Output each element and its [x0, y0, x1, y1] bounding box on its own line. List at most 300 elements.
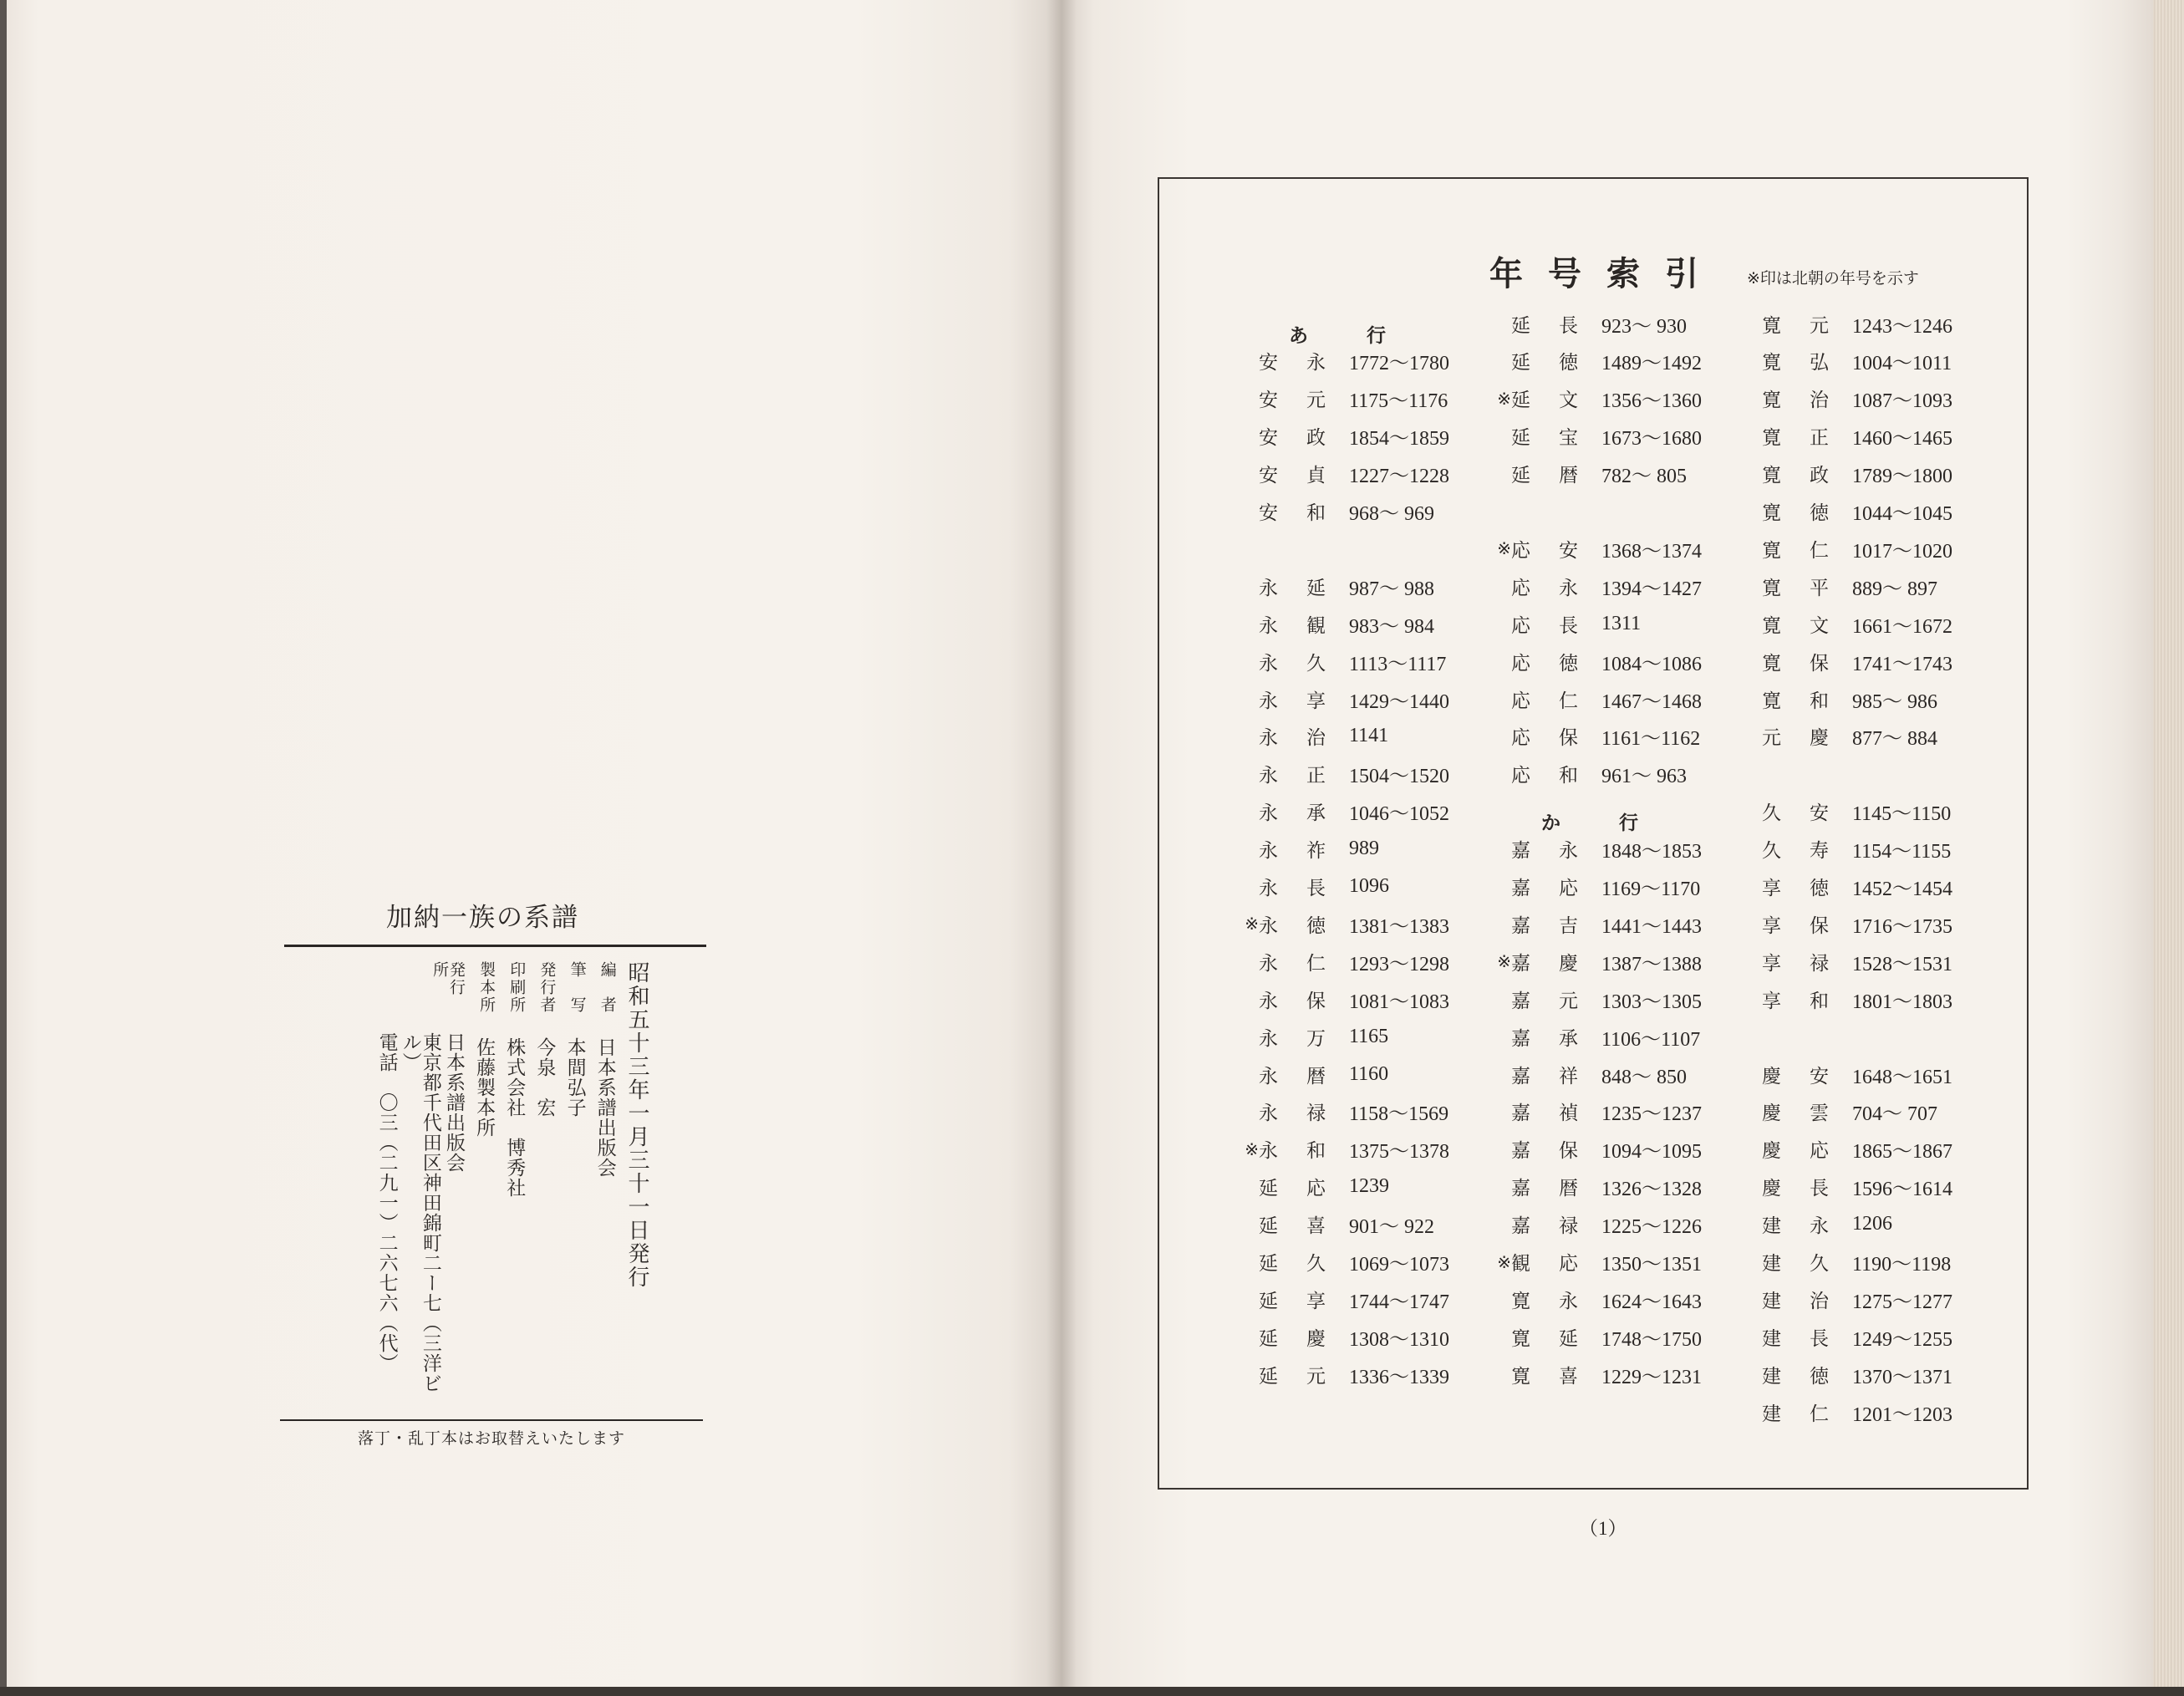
era-years: 1069～1073	[1349, 1254, 1449, 1276]
era-name-first-char: 永	[1259, 1027, 1278, 1050]
era-entry	[1237, 1018, 1388, 1055]
era-years: 1350～1351	[1601, 1254, 1702, 1276]
era-name	[1511, 1286, 1601, 1313]
era-entry	[1489, 305, 1687, 342]
era-name-second-char: 安	[1810, 802, 1829, 825]
era-name	[1511, 460, 1601, 487]
era-entry	[1489, 343, 1702, 379]
era-name-first-char: 嘉	[1511, 952, 1530, 975]
era-name-first-char: 寛	[1762, 690, 1781, 712]
era-name-second-char: 長	[1810, 1178, 1829, 1200]
era-name-first-char: 慶	[1762, 1140, 1781, 1163]
era-name-second-char: 保	[1559, 727, 1578, 750]
era-name-second-char: 禄	[1306, 1103, 1326, 1125]
era-years: 1227～1228	[1349, 466, 1449, 488]
era-name	[1511, 1210, 1601, 1238]
era-name-second-char: 慶	[1810, 727, 1829, 750]
era-name-second-char: 暦	[1559, 1178, 1578, 1200]
era-years: 1087～1093	[1852, 390, 1952, 413]
era-years: 1489～1492	[1601, 353, 1702, 375]
era-name-first-char: 寛	[1511, 1290, 1530, 1312]
era-years: 1308～1310	[1349, 1328, 1449, 1351]
era-name-first-char: 永	[1259, 1140, 1278, 1163]
era-name-first-char: 慶	[1762, 1103, 1781, 1125]
era-years: 1356～1360	[1601, 390, 1702, 413]
era-name-second-char: 祥	[1559, 1065, 1578, 1087]
era-name-first-char: 嘉	[1511, 1215, 1530, 1238]
era-name-second-char: 元	[1810, 314, 1829, 337]
northern-court-mark: ※	[1245, 1138, 1259, 1159]
era-name-first-char: 延	[1511, 465, 1530, 487]
era-name-second-char: 正	[1306, 765, 1326, 787]
era-years: 1249～1255	[1852, 1328, 1952, 1351]
era-name-first-char: 応	[1511, 539, 1530, 562]
era-name	[1511, 1098, 1601, 1125]
era-entry	[1489, 943, 1702, 980]
era-name-first-char: 寛	[1762, 465, 1781, 487]
era-name-first-char: 延	[1511, 352, 1530, 374]
era-name-second-char: 元	[1559, 990, 1578, 1012]
era-years: 1429～1440	[1349, 690, 1449, 713]
era-years: 1017～1020	[1852, 540, 1952, 563]
era-years: 1229～1231	[1601, 1366, 1702, 1388]
era-name	[1762, 497, 1852, 525]
era-name-second-char: 禄	[1810, 952, 1829, 975]
era-entry	[1740, 305, 1952, 342]
era-name-first-char: 延	[1511, 390, 1530, 412]
era-name	[1259, 385, 1349, 412]
era-entry	[1740, 793, 1951, 830]
era-entry	[1489, 1356, 1702, 1393]
era-name-first-char: 永	[1259, 990, 1278, 1012]
era-name-first-char: 嘉	[1511, 1027, 1530, 1050]
era-name	[1259, 797, 1349, 825]
era-entry	[1740, 605, 1952, 642]
era-entry	[1237, 1281, 1449, 1317]
era-name-first-char: 嘉	[1511, 914, 1530, 937]
era-name-second-char: 安	[1559, 539, 1578, 562]
era-name	[1511, 610, 1601, 638]
era-name	[1259, 1135, 1349, 1163]
era-name	[1511, 535, 1601, 563]
era-years: 1161～1162	[1601, 728, 1701, 751]
era-name-first-char: 慶	[1762, 1178, 1781, 1200]
section-heading-kana: か	[1541, 812, 1560, 835]
era-name	[1511, 310, 1601, 338]
era-entry	[1489, 568, 1702, 604]
northern-court-mark: ※	[1497, 388, 1511, 409]
era-name-second-char: 治	[1810, 390, 1829, 412]
era-name	[1762, 1173, 1852, 1200]
era-entry	[1237, 980, 1449, 1017]
era-entry	[1237, 943, 1449, 980]
era-name	[1259, 1098, 1349, 1125]
era-name	[1762, 1210, 1852, 1238]
era-years: 1169～1170	[1601, 879, 1701, 900]
era-name	[1762, 1286, 1852, 1313]
era-name-second-char: 和	[1810, 690, 1829, 712]
era-years: 1094～1095	[1601, 1141, 1702, 1164]
era-years: 1596～1614	[1852, 1179, 1952, 1201]
index-note: ※印は北朝の年号を示す	[1747, 269, 1919, 288]
era-name	[1259, 347, 1349, 374]
era-name	[1259, 1361, 1349, 1388]
publication-date: 昭和五十三年一月三十一日発行	[624, 961, 649, 1289]
era-name-second-char: 元	[1306, 1365, 1326, 1388]
era-years: 1748～1750	[1601, 1328, 1702, 1351]
era-entry	[1489, 1281, 1702, 1317]
era-name-second-char: 禎	[1559, 1103, 1578, 1125]
era-years: 1154～1155	[1852, 841, 1952, 863]
era-entry	[1237, 1056, 1388, 1092]
era-name-first-char: 永	[1259, 765, 1278, 787]
era-entry	[1237, 1206, 1434, 1243]
era-years: 985～ 986	[1852, 690, 1937, 713]
era-name-second-char: 長	[1559, 614, 1578, 637]
era-name	[1762, 310, 1852, 338]
era-years: 1326～1328	[1601, 1179, 1702, 1201]
era-entry	[1740, 493, 1952, 530]
era-name-first-char: 永	[1259, 1103, 1278, 1125]
northern-court-mark: ※	[1245, 914, 1259, 935]
era-entry	[1237, 1356, 1449, 1393]
era-years: 1394～1427	[1601, 578, 1702, 600]
era-name-second-char: 永	[1559, 840, 1578, 863]
era-name-first-char: 永	[1259, 914, 1278, 937]
era-entry	[1237, 868, 1389, 905]
era-years: 1865～1867	[1852, 1141, 1952, 1164]
era-entry	[1740, 456, 1952, 492]
era-years: 1648～1651	[1852, 1066, 1952, 1088]
era-years: 889～ 897	[1852, 578, 1937, 600]
era-name-second-char: 喜	[1306, 1215, 1326, 1238]
era-name	[1259, 986, 1349, 1013]
era-years: 923～ 930	[1601, 315, 1687, 338]
era-name-second-char: 永	[1810, 1215, 1829, 1238]
era-name-first-char: 永	[1259, 690, 1278, 712]
era-years: 1235～1237	[1601, 1103, 1702, 1126]
era-name	[1762, 986, 1852, 1013]
era-name	[1259, 1173, 1349, 1200]
era-name	[1511, 1361, 1601, 1388]
era-years: 1801～1803	[1852, 991, 1952, 1013]
era-years: 1239	[1349, 1175, 1389, 1198]
era-name	[1762, 422, 1852, 450]
era-name-first-char: 永	[1259, 577, 1278, 599]
era-name-second-char: 喜	[1559, 1365, 1578, 1388]
era-entry	[1740, 1131, 1952, 1168]
colophon-row-editor: 編 者 日本系譜出版会	[593, 961, 617, 1178]
era-name	[1762, 460, 1852, 487]
era-years: 1370～1371	[1852, 1366, 1952, 1388]
era-name	[1762, 610, 1852, 638]
era-name-second-char: 久	[1306, 652, 1326, 675]
era-name-first-char: 嘉	[1511, 840, 1530, 863]
era-name-first-char: 延	[1259, 1365, 1278, 1388]
era-name	[1511, 1248, 1601, 1276]
era-name	[1762, 873, 1852, 900]
era-name-first-char: 寛	[1762, 352, 1781, 374]
era-entry	[1740, 1093, 1937, 1130]
era-entry	[1740, 831, 1951, 868]
era-name-second-char: 久	[1810, 1253, 1829, 1275]
era-name-second-char: 弘	[1810, 352, 1829, 374]
era-years: 901～ 922	[1349, 1216, 1434, 1239]
era-entry	[1740, 680, 1937, 717]
era-years: 1336～1339	[1349, 1366, 1449, 1388]
era-name-second-char: 久	[1306, 1253, 1326, 1275]
era-name-second-char: 万	[1306, 1027, 1326, 1050]
era-name	[1511, 573, 1601, 600]
era-name-second-char: 治	[1810, 1290, 1829, 1312]
era-name	[1259, 910, 1349, 938]
era-name	[1511, 347, 1601, 374]
colophon-details	[339, 961, 648, 1396]
era-name	[1259, 573, 1349, 600]
era-entry	[1489, 1093, 1702, 1130]
era-name-first-char: 寛	[1762, 614, 1781, 637]
era-years: 1141	[1349, 725, 1389, 747]
era-entry	[1740, 380, 1952, 417]
era-name-second-char: 政	[1306, 427, 1326, 450]
era-years: 1381～1383	[1349, 915, 1449, 938]
era-name-second-char: 延	[1559, 1327, 1578, 1350]
era-entry	[1740, 1169, 1952, 1205]
era-entry	[1489, 831, 1702, 868]
era-name-first-char: 安	[1259, 427, 1278, 450]
era-entry	[1237, 568, 1434, 604]
era-name-first-char: 寛	[1511, 1365, 1530, 1388]
era-name-first-char: 延	[1511, 314, 1530, 337]
era-name-second-char: 応	[1559, 1253, 1578, 1275]
colophon-row-binder: 製本所 佐藤製本所	[473, 961, 496, 1138]
era-name-second-char: 保	[1810, 652, 1829, 675]
era-years: 1303～1305	[1601, 991, 1702, 1013]
era-name	[1511, 1173, 1601, 1200]
era-name	[1511, 1323, 1601, 1351]
era-name-second-char: 和	[1559, 765, 1578, 787]
era-name	[1511, 835, 1601, 863]
era-years: 1293～1298	[1349, 953, 1449, 975]
book-gutter	[1046, 0, 1077, 1687]
era-name-second-char: 長	[1559, 314, 1578, 337]
era-entry	[1237, 418, 1449, 455]
era-name	[1511, 385, 1601, 412]
era-years: 1165	[1349, 1025, 1389, 1047]
era-name-first-char: 建	[1762, 1215, 1781, 1238]
era-name	[1762, 347, 1852, 374]
era-name	[1511, 873, 1601, 900]
era-name-first-char: 応	[1511, 690, 1530, 712]
era-entry	[1740, 718, 1937, 755]
era-name-first-char: 安	[1259, 352, 1278, 374]
era-name-first-char: 久	[1762, 840, 1781, 863]
era-name	[1259, 497, 1349, 525]
era-name-first-char: 嘉	[1511, 1178, 1530, 1200]
era-name-second-char: 元	[1306, 390, 1326, 412]
era-entry	[1740, 530, 1952, 567]
era-entry	[1489, 530, 1702, 567]
era-name	[1259, 835, 1349, 863]
era-name-first-char: 元	[1762, 727, 1781, 750]
era-entry	[1740, 568, 1937, 604]
era-entry	[1237, 643, 1446, 680]
era-name-second-char: 長	[1810, 1327, 1829, 1350]
era-years: 1158～1569	[1349, 1103, 1449, 1126]
era-years: 1206	[1852, 1213, 1892, 1235]
era-name	[1762, 535, 1852, 563]
era-entry	[1237, 756, 1449, 792]
era-name-first-char: 嘉	[1511, 990, 1530, 1012]
bottom-shadow	[0, 1687, 2184, 1696]
era-name-second-char: 慶	[1559, 952, 1578, 975]
era-years: 1528～1531	[1852, 953, 1952, 975]
era-name-first-char: 慶	[1762, 1065, 1781, 1087]
era-entry	[1740, 1056, 1952, 1092]
era-name-first-char: 安	[1259, 390, 1278, 412]
era-name-first-char: 寛	[1762, 577, 1781, 599]
era-years: 1190～1198	[1852, 1254, 1952, 1276]
era-name-second-char: 吉	[1559, 914, 1578, 937]
era-name-first-char: 建	[1762, 1253, 1781, 1275]
northern-court-mark: ※	[1497, 1251, 1511, 1272]
era-name-second-char: 仁	[1810, 1403, 1829, 1425]
era-name	[1511, 1061, 1601, 1088]
era-name-second-char: 安	[1810, 1065, 1829, 1087]
era-years: 1789～1800	[1852, 466, 1952, 488]
era-name-second-char: 永	[1559, 1290, 1578, 1312]
era-name	[1762, 1135, 1852, 1163]
era-name-second-char: 延	[1306, 577, 1326, 599]
era-name-first-char: 永	[1259, 652, 1278, 675]
era-name	[1259, 1061, 1349, 1088]
era-years: 1275～1277	[1852, 1291, 1952, 1313]
era-name-first-char: 応	[1511, 652, 1530, 675]
era-entry	[1740, 418, 1952, 455]
era-entry	[1237, 1318, 1449, 1355]
era-entry	[1237, 831, 1379, 868]
era-name-first-char: 嘉	[1511, 1103, 1530, 1125]
era-name	[1511, 1023, 1601, 1051]
era-name-second-char: 文	[1810, 614, 1829, 637]
era-name	[1259, 760, 1349, 787]
era-name	[1511, 685, 1601, 713]
era-name-second-char: 和	[1810, 990, 1829, 1012]
era-entry	[1237, 1093, 1448, 1130]
colophon-row-issuer: 発行者 今泉 宏	[533, 961, 557, 1118]
era-name-second-char: 暦	[1559, 465, 1578, 487]
era-years: 1716～1735	[1852, 915, 1952, 938]
era-name-second-char: 平	[1810, 577, 1829, 599]
colophon-row-printer: 印刷所 株式会社 博秀社	[503, 961, 527, 1198]
era-name-second-char: 応	[1559, 878, 1578, 899]
era-entry	[1237, 343, 1449, 379]
era-name-second-char: 政	[1810, 465, 1829, 487]
colophon-top-rule	[284, 945, 706, 947]
era-name-second-char: 仁	[1810, 539, 1829, 562]
page-number: （1）	[1579, 1518, 1627, 1539]
era-years: 1772～1780	[1349, 353, 1449, 375]
era-entry	[1489, 1131, 1702, 1168]
era-name-first-char: 建	[1762, 1365, 1781, 1388]
era-name-first-char: 延	[1511, 427, 1530, 450]
era-name-first-char: 永	[1259, 614, 1278, 637]
era-name-first-char: 寛	[1762, 314, 1781, 337]
era-name-first-char: 延	[1259, 1253, 1278, 1275]
era-name	[1259, 460, 1349, 487]
era-name-first-char: 応	[1511, 577, 1530, 599]
era-name	[1762, 1398, 1852, 1426]
era-name	[1762, 1361, 1852, 1388]
era-name	[1762, 722, 1852, 750]
era-name-second-char: 保	[1810, 914, 1829, 937]
era-entry	[1740, 1244, 1951, 1281]
era-name	[1259, 722, 1349, 750]
publisher-details: 日本系譜出版会 東京都千代田区神田錦町二ー七（三洋ビル） 電話 〇三（二九一）二六七六（代）	[375, 1032, 465, 1394]
colophon-row-copyist: 筆 写 本間弘子	[563, 961, 587, 1118]
era-years: 1661～1672	[1852, 615, 1952, 638]
era-years: 987～ 988	[1349, 578, 1434, 600]
era-name-first-char: 応	[1511, 727, 1530, 750]
era-name-second-char: 慶	[1306, 1327, 1326, 1350]
era-name-first-char: 享	[1762, 990, 1781, 1012]
era-name-second-char: 貞	[1306, 465, 1326, 487]
era-years: 1854～1859	[1349, 428, 1449, 451]
section-heading-gyo: 行	[1619, 812, 1638, 835]
era-entry	[1740, 1206, 1892, 1243]
era-years: 1744～1747	[1349, 1291, 1449, 1313]
era-entry	[1489, 605, 1641, 642]
index-title: 年号索引	[1489, 255, 1723, 293]
era-years: 1096	[1349, 875, 1389, 897]
era-name	[1259, 1323, 1349, 1351]
era-entry	[1237, 493, 1434, 530]
era-entry	[1237, 718, 1388, 755]
era-entry	[1489, 980, 1702, 1017]
era-entry	[1489, 680, 1702, 717]
era-years: 1368～1374	[1601, 540, 1702, 563]
era-name	[1762, 1098, 1852, 1125]
era-name-first-char: 嘉	[1511, 1140, 1530, 1163]
era-name-second-char: 正	[1810, 427, 1829, 450]
era-years: 1673～1680	[1601, 428, 1702, 451]
era-entry	[1489, 1056, 1687, 1092]
era-years: 1201～1203	[1852, 1403, 1952, 1426]
era-name-second-char: 永	[1559, 577, 1578, 599]
era-entry	[1740, 1356, 1952, 1393]
era-name-first-char: 寛	[1511, 1327, 1530, 1350]
era-entry	[1489, 418, 1702, 455]
era-years: 1044～1045	[1852, 503, 1952, 525]
era-name	[1762, 385, 1852, 412]
era-name	[1259, 1286, 1349, 1313]
section-heading-gyo: 行	[1367, 324, 1386, 347]
era-name-first-char: 永	[1259, 1065, 1278, 1087]
colophon-title: 加納一族の系譜	[386, 903, 579, 933]
colophon-row-publisher: 発行所 日本系譜出版会 東京都千代田区神田錦町二ー七（三洋ビル） 電話 〇三（二九一）二六七六（代）	[376, 961, 464, 1396]
era-name-second-char: 徳	[1810, 1365, 1829, 1388]
era-name	[1762, 835, 1852, 863]
era-name-second-char: 治	[1306, 727, 1326, 750]
era-years: 989	[1349, 838, 1379, 860]
page-edges	[2153, 0, 2184, 1687]
era-name	[1259, 685, 1349, 713]
era-entry	[1237, 905, 1449, 942]
era-name	[1511, 760, 1601, 787]
era-entry	[1237, 605, 1434, 642]
era-entry	[1740, 1281, 1952, 1317]
era-name-second-char: 応	[1306, 1178, 1326, 1200]
